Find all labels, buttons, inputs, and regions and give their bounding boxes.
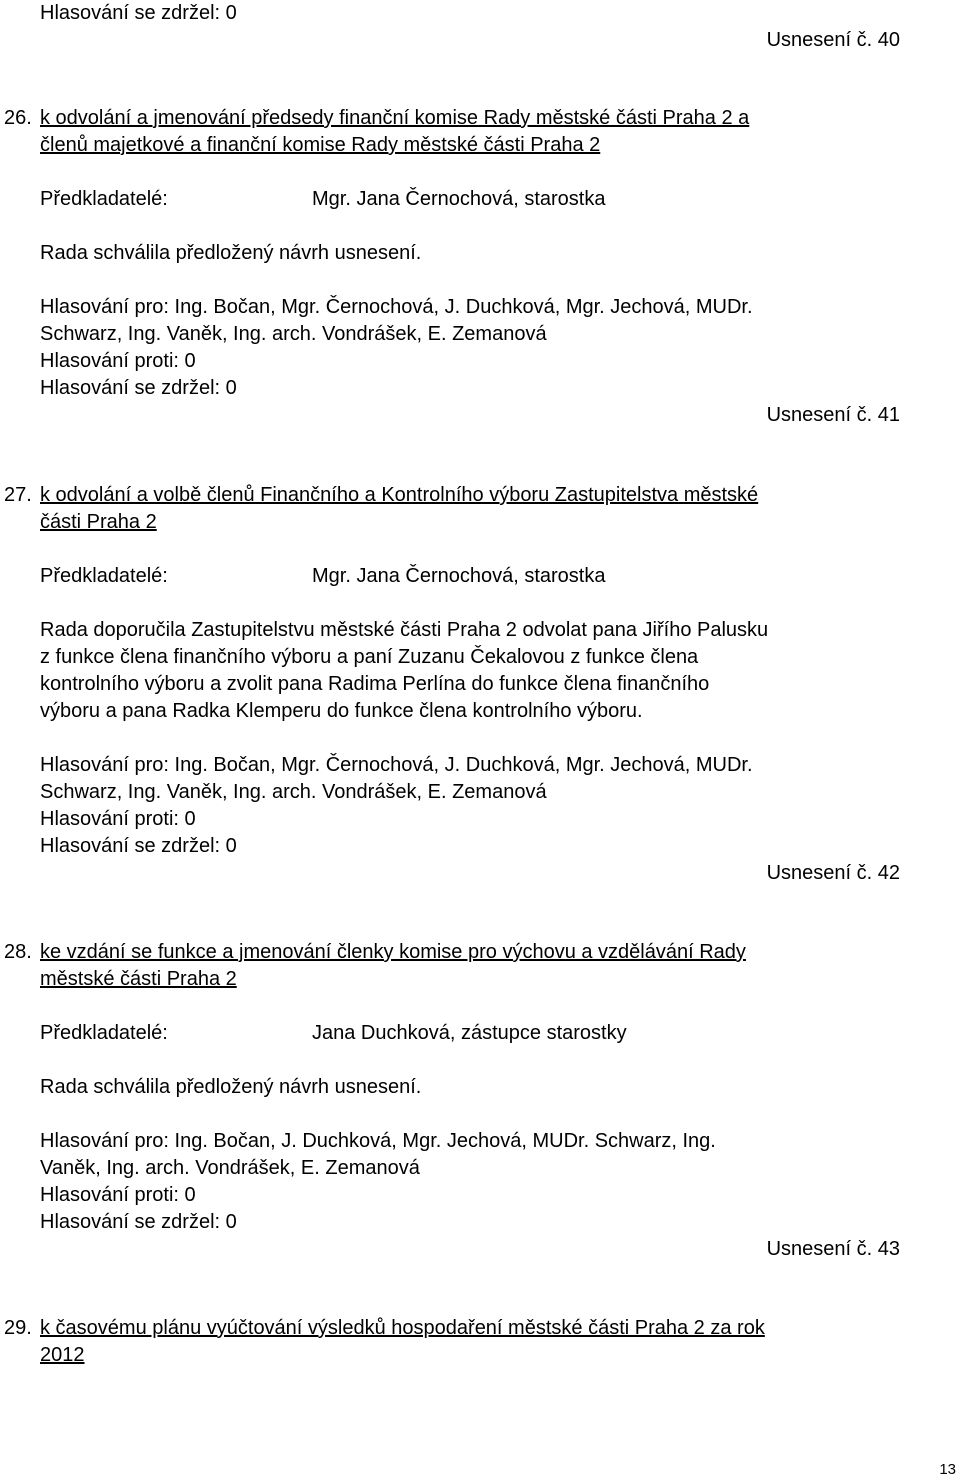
decision-text: Rada schválila předložený návrh usnesení.: [40, 1076, 422, 1098]
item-number: 29.: [4, 1317, 32, 1339]
top-fragment: [40, 0, 920, 54]
agenda-item-29: [4, 1315, 920, 1369]
presenter-label: Předkladatelé:: [40, 565, 168, 587]
presenter-name: Mgr. Jana Černochová, starostka: [312, 188, 606, 210]
item-number: 28.: [4, 941, 32, 963]
decision-text: Rada doporučila Zastupitelstvu městské části Praha 2 odvolat pana Jiřího Palusku: [40, 619, 769, 641]
resolution-number: Usnesení č. 40: [766, 29, 900, 51]
agenda-item-26: [4, 105, 920, 429]
decision-text: Rada schválila předložený návrh usnesení.: [40, 242, 422, 264]
item-title: k časovému plánu vyúčtování výsledků hospodaření městské části Praha 2 za rok: [40, 1317, 765, 1339]
votes-for: Vaněk, Ing. arch. Vondrášek, E. Zemanová: [40, 1157, 420, 1179]
page-number: 13: [939, 1461, 956, 1478]
item-title: k odvolání a volbě členů Finančního a Kontrolního výboru Zastupitelstva městské: [40, 484, 759, 506]
votes-abstained: Hlasování se zdržel: 0: [40, 835, 237, 857]
votes-for: Schwarz, Ing. Vaněk, Ing. arch. Vondrášek, E. Zemanová: [40, 323, 547, 345]
resolution-number: Usnesení č. 43: [766, 1238, 900, 1260]
presenter-row: [40, 563, 920, 590]
item-title: k odvolání a jmenování předsedy finanční komise Rady městské části Praha 2 a: [40, 107, 750, 129]
votes-against: Hlasování proti: 0: [40, 808, 196, 830]
presenter-label: Předkladatelé:: [40, 188, 168, 210]
presenter-row: [40, 186, 920, 213]
votes-for: Hlasování pro: Ing. Bočan, J. Duchková, Mgr. Jechová, MUDr. Schwarz, Ing.: [40, 1130, 716, 1152]
resolution-number: Usnesení č. 41: [766, 404, 900, 426]
item-number: 26.: [4, 107, 32, 129]
votes-abstained: Hlasování se zdržel: 0: [40, 377, 237, 399]
decision-text: kontrolního výboru a zvolit pana Radima Perlína do funkce člena finančního: [40, 673, 710, 695]
presenter-name: Jana Duchková, zástupce starostky: [312, 1022, 627, 1044]
item-title: členů majetkové a finanční komise Rady městské části Praha 2: [40, 134, 601, 156]
votes-against: Hlasování proti: 0: [40, 350, 196, 372]
item-title: 2012: [40, 1344, 85, 1366]
votes-against: Hlasování proti: 0: [40, 1184, 196, 1206]
presenter-row: [40, 1020, 920, 1047]
item-title: ke vzdání se funkce a jmenování členky komise pro výchovu a vzdělávání Rady: [40, 941, 746, 963]
item-number: 27.: [4, 484, 32, 506]
item-title: městské části Praha 2: [40, 968, 237, 990]
agenda-item-28: [4, 939, 920, 1263]
votes-for: Schwarz, Ing. Vaněk, Ing. arch. Vondrášek, E. Zemanová: [40, 781, 547, 803]
presenter-label: Předkladatelé:: [40, 1022, 168, 1044]
decision-text: výboru a pana Radka Klemperu do funkce člena kontrolního výboru.: [40, 700, 643, 722]
item-title: části Praha 2: [40, 511, 157, 533]
decision-text: z funkce člena finančního výboru a paní Zuzanu Čekalovou z funkce člena: [40, 646, 699, 668]
presenter-name: Mgr. Jana Černochová, starostka: [312, 565, 606, 587]
votes-abstained: Hlasování se zdržel: 0: [40, 1211, 237, 1233]
votes-for: Hlasování pro: Ing. Bočan, Mgr. Černochová, J. Duchková, Mgr. Jechová, MUDr.: [40, 296, 753, 318]
resolution-number: Usnesení č. 42: [766, 862, 900, 884]
agenda-item-27: [4, 482, 920, 887]
abstained-line: Hlasování se zdržel: 0: [40, 2, 237, 24]
votes-for: Hlasování pro: Ing. Bočan, Mgr. Černochová, J. Duchková, Mgr. Jechová, MUDr.: [40, 754, 753, 776]
